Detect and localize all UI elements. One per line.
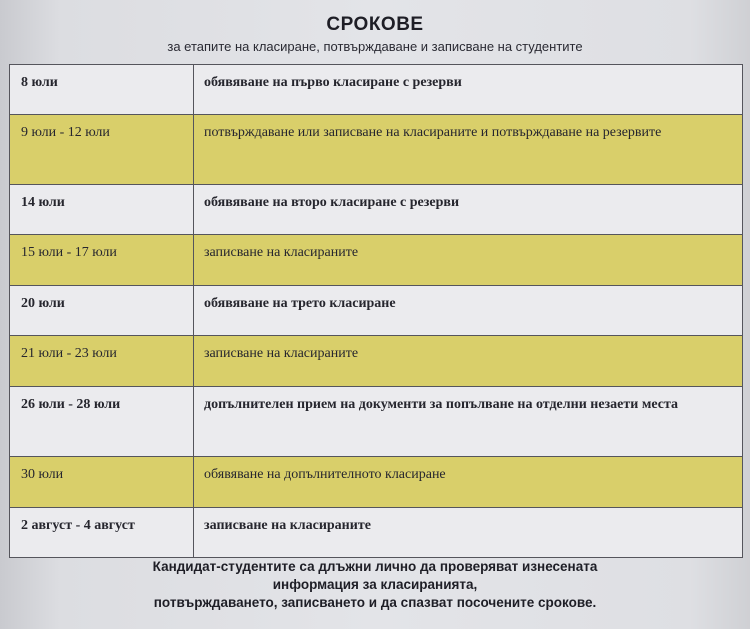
table-row [10,65,743,115]
event-cell: обявяване на трето класиране [194,286,743,336]
page-title: СРОКОВЕ [326,14,424,35]
event-cell: обявяване на второ класиране с резерви [194,185,743,235]
footer-notice [0,558,750,612]
event-cell: записване на класираните [194,336,743,387]
table-row [10,286,743,336]
date-cell: 21 юли - 23 юли [10,336,194,387]
footer-line: информация за класиранията, [272,577,478,592]
table-row [10,115,743,185]
event-cell: допълнителен прием на документи за попълване на отделни незаети места [194,387,743,457]
table-row [10,508,743,558]
table-row [10,387,743,457]
schedule-table [9,64,743,558]
table-row [10,336,743,387]
date-cell: 9 юли - 12 юли [10,115,194,185]
footer-line: потвърждаването, записването и да спазват посочените срокове. [153,595,597,610]
date-cell: 2 август - 4 август [10,508,194,558]
schedule-table-container [9,64,742,558]
schedule-table-body [10,65,743,558]
event-cell: обявяване на първо класиране с резерви [194,65,743,115]
date-cell: 14 юли [10,185,194,235]
footer-line: Кандидат-студентите са длъжни лично да проверяват изнесената [152,559,598,574]
date-cell: 26 юли - 28 юли [10,387,194,457]
event-cell: потвърждаване или записване на класираните и потвърждаване на резервите [194,115,743,185]
table-row [10,185,743,235]
event-cell: записване на класираните [194,235,743,286]
date-cell: 20 юли [10,286,194,336]
event-cell: обявяване на допълнителното класиране [194,457,743,508]
table-row [10,235,743,286]
page-subtitle: за етапите на класиране, потвърждаване и записване на студентите [167,39,583,54]
date-cell: 8 юли [10,65,194,115]
table-row [10,457,743,508]
date-cell: 30 юли [10,457,194,508]
event-cell: записване на класираните [194,508,743,558]
date-cell: 15 юли - 17 юли [10,235,194,286]
